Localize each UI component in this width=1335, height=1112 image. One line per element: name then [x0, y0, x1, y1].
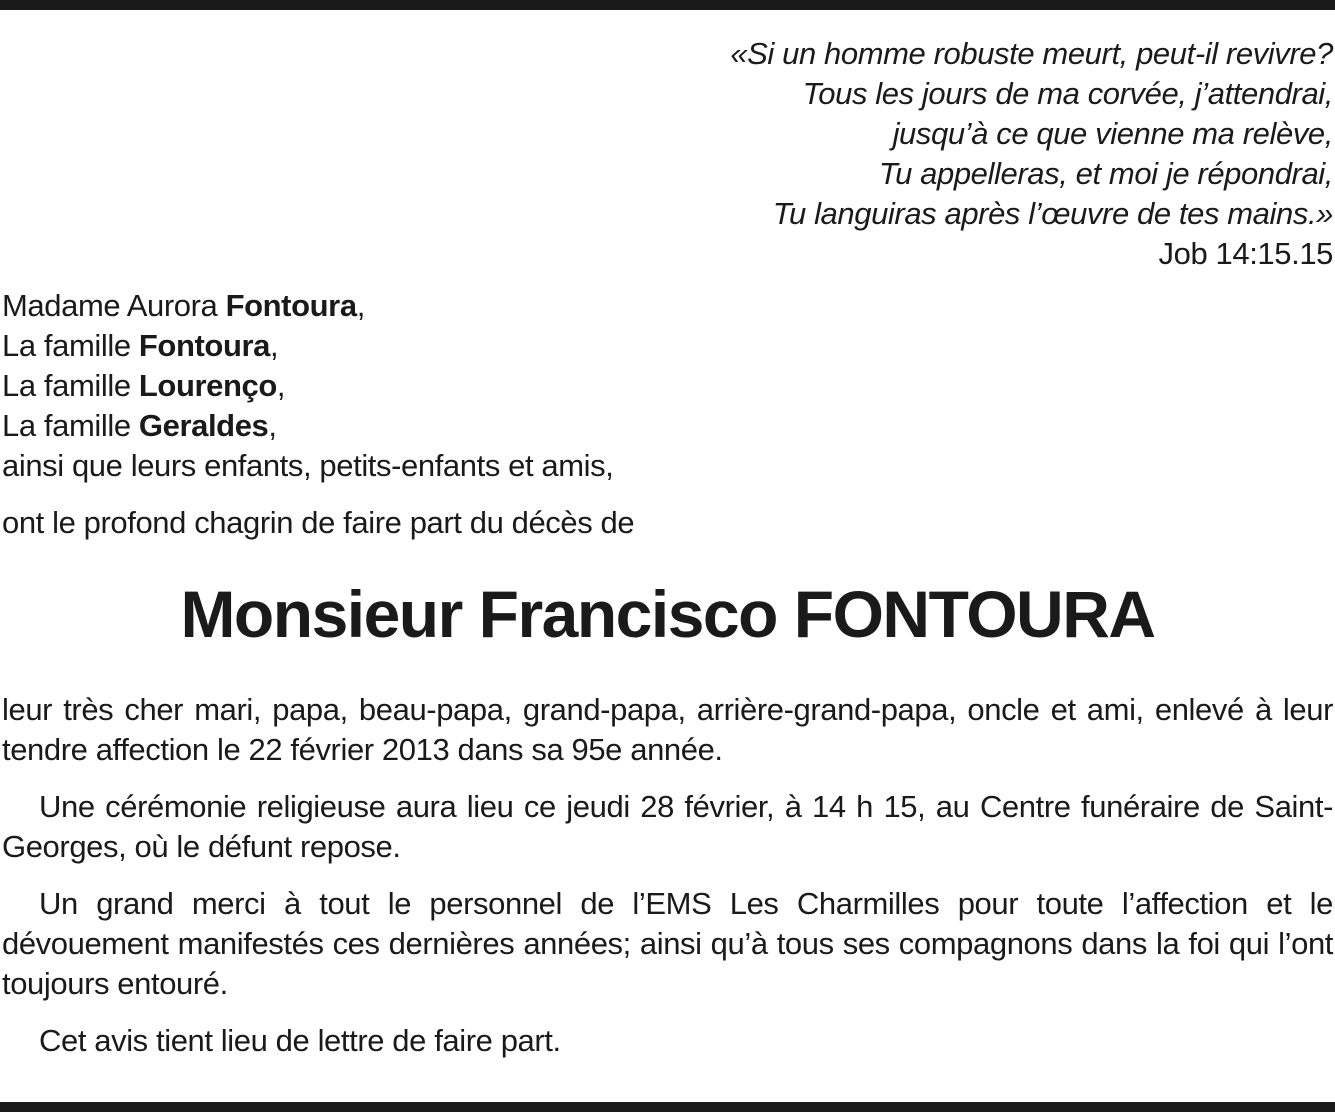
family-prefix: La famille [2, 408, 139, 443]
family-prefix: La famille [2, 328, 139, 363]
quote-line: Tu languiras après l’œuvre de tes mains.» [772, 196, 1333, 231]
family-line [2, 326, 613, 366]
body-paragraph: Cet avis tient lieu de lettre de faire part. [39, 1023, 561, 1058]
family-name: Fontoura [225, 288, 357, 323]
body-paragraph: leur très cher mari, papa, beau-papa, grand-papa, arrière-grand-papa, oncle et ami, enlevé à leur tendre affection le 22 février 2013 dans sa 95e année. [2, 692, 1333, 767]
deceased-name: Monsieur Francisco FONTOURA [180, 577, 1155, 651]
family-name: Geraldes [138, 408, 269, 443]
quote-line: jusqu’à ce que vienne ma relève, [892, 116, 1333, 151]
family-list [2, 286, 613, 486]
body-paragraph: Une cérémonie religieuse aura lieu ce jeudi 28 février, à 14 h 15, au Centre funéraire de Saint-Georges, où le défunt repose. [2, 789, 1333, 864]
body-paragraph: Un grand merci à tout le personnel de l’EMS Les Charmilles pour toute l’affection et le dévouement manifestés ces dernières années; ainsi qu’à tous ses compagnons dans la foi qui l’ont toujours entouré. [2, 886, 1333, 1001]
families-closing: ainsi que leurs enfants, petits-enfants et amis, [2, 448, 614, 483]
family-suffix: , [270, 328, 279, 363]
family-suffix: , [356, 288, 365, 323]
family-name: Lourenço [138, 368, 277, 403]
quote-line: Tu appelleras, et moi je répondrai, [878, 156, 1333, 191]
family-prefix: La famille [2, 368, 139, 403]
family-name: Fontoura [138, 328, 270, 363]
family-line [2, 406, 613, 446]
family-line [2, 286, 613, 326]
family-suffix: , [268, 408, 277, 443]
family-suffix: , [276, 368, 286, 403]
quote-line: «Si un homme robuste meurt, peut-il revivre? [730, 36, 1333, 71]
family-line [2, 366, 613, 406]
quote-line: Tous les jours de ma corvée, j’attendrai, [802, 76, 1333, 111]
bible-quote [730, 34, 1333, 274]
top-border-rule [0, 0, 1335, 10]
quote-reference: Job 14:15.15 [1158, 236, 1333, 271]
bottom-border-rule [0, 1102, 1335, 1112]
family-prefix: Madame Aurora [2, 288, 226, 323]
announcement-text: ont le profond chagrin de faire part du décès de [2, 505, 635, 540]
notice-body [2, 690, 1333, 1078]
